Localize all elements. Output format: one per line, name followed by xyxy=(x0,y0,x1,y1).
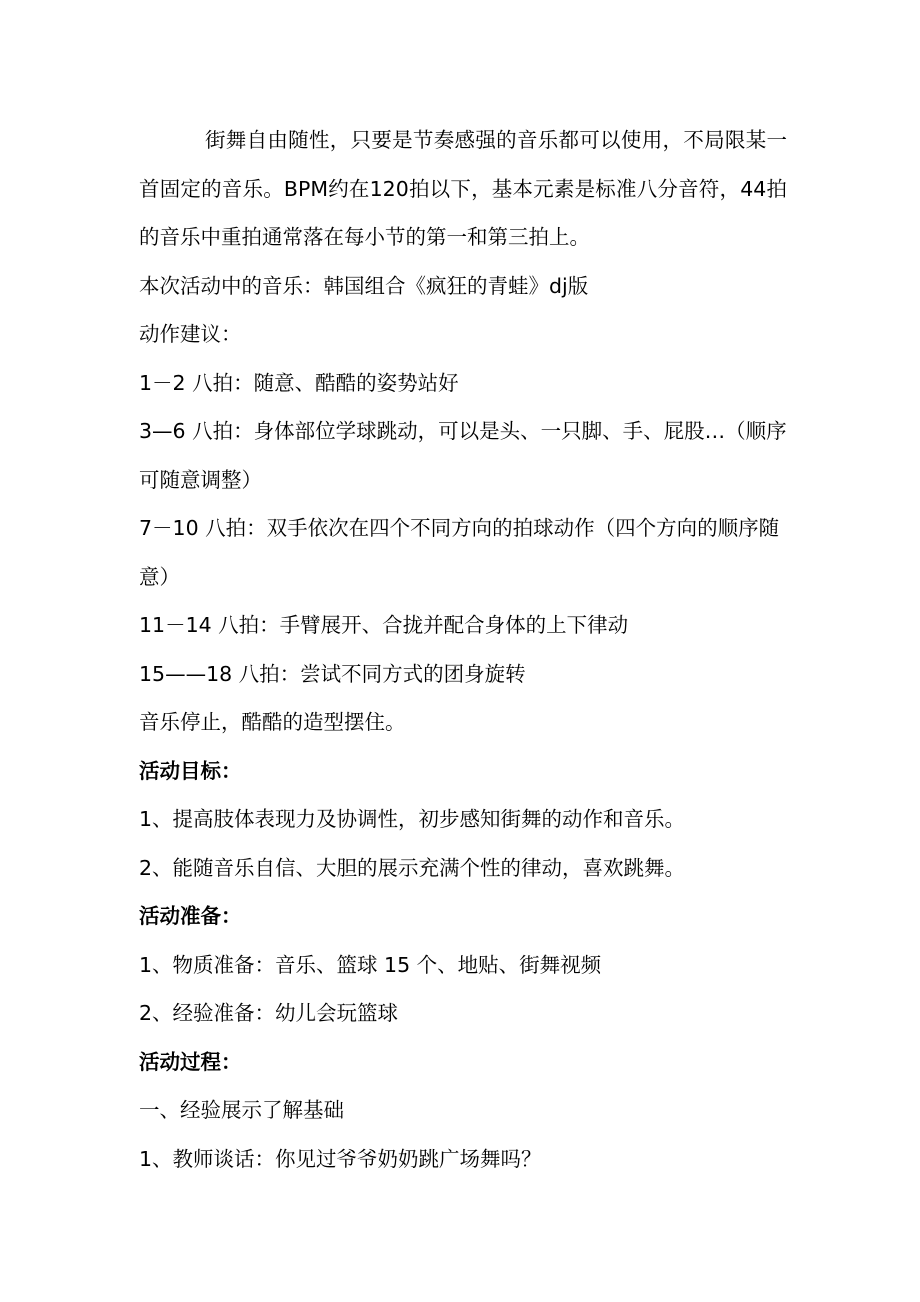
process-heading: 活动过程： xyxy=(139,1049,242,1074)
ending-line: 音乐停止，酷酷的造型摆住。 xyxy=(139,710,406,734)
prep-item: 2、经验准备：幼儿会玩篮球 xyxy=(139,1001,399,1025)
step-item: 3—6 八拍：身体部位学球跳动，可以是头、一只脚、手、屁股…（顺序可随意调整） xyxy=(139,419,787,492)
suggestion-title: 动作建议： xyxy=(139,322,242,346)
process-item: 一、经验展示了解基础 xyxy=(139,1098,344,1122)
step-item: 11－14 八拍：手臂展开、合拢并配合身体的上下律动 xyxy=(139,613,629,637)
step-item: 7－10 八拍：双手依次在四个不同方向的拍球动作（四个方向的顺序随意） xyxy=(139,516,780,589)
process-item: 1、教师谈话：你见过爷爷奶奶跳广场舞吗？ xyxy=(139,1146,542,1171)
goal-item: 2、能随音乐自信、大胆的展示充满个性的律动，喜欢跳舞。 xyxy=(139,855,686,880)
step-item: 15——18 八拍：尝试不同方式的团身旋转 xyxy=(139,661,526,686)
goals-heading: 活动目标： xyxy=(139,758,242,783)
prep-item: 1、物质准备：音乐、篮球 15 个、地贴、街舞视频 xyxy=(139,952,602,977)
music-line: 本次活动中的音乐：韩国组合《疯狂的青蛙》dj版 xyxy=(139,273,589,298)
intro-paragraph: 街舞自由随性，只要是节奏感强的音乐都可以使用，不局限某一首固定的音乐。BPM约在120拍以下，基本元素是标准八分音符，44拍的音乐中重拍通常落在每小节的第一和第三拍上。 xyxy=(139,128,787,249)
goal-item: 1、提高肢体表现力及协调性，初步感知街舞的动作和音乐。 xyxy=(139,807,686,831)
document-body xyxy=(139,116,787,1183)
prep-heading: 活动准备： xyxy=(139,904,242,928)
step-item: 1－2 八拍：随意、酷酷的姿势站好 xyxy=(139,370,459,395)
